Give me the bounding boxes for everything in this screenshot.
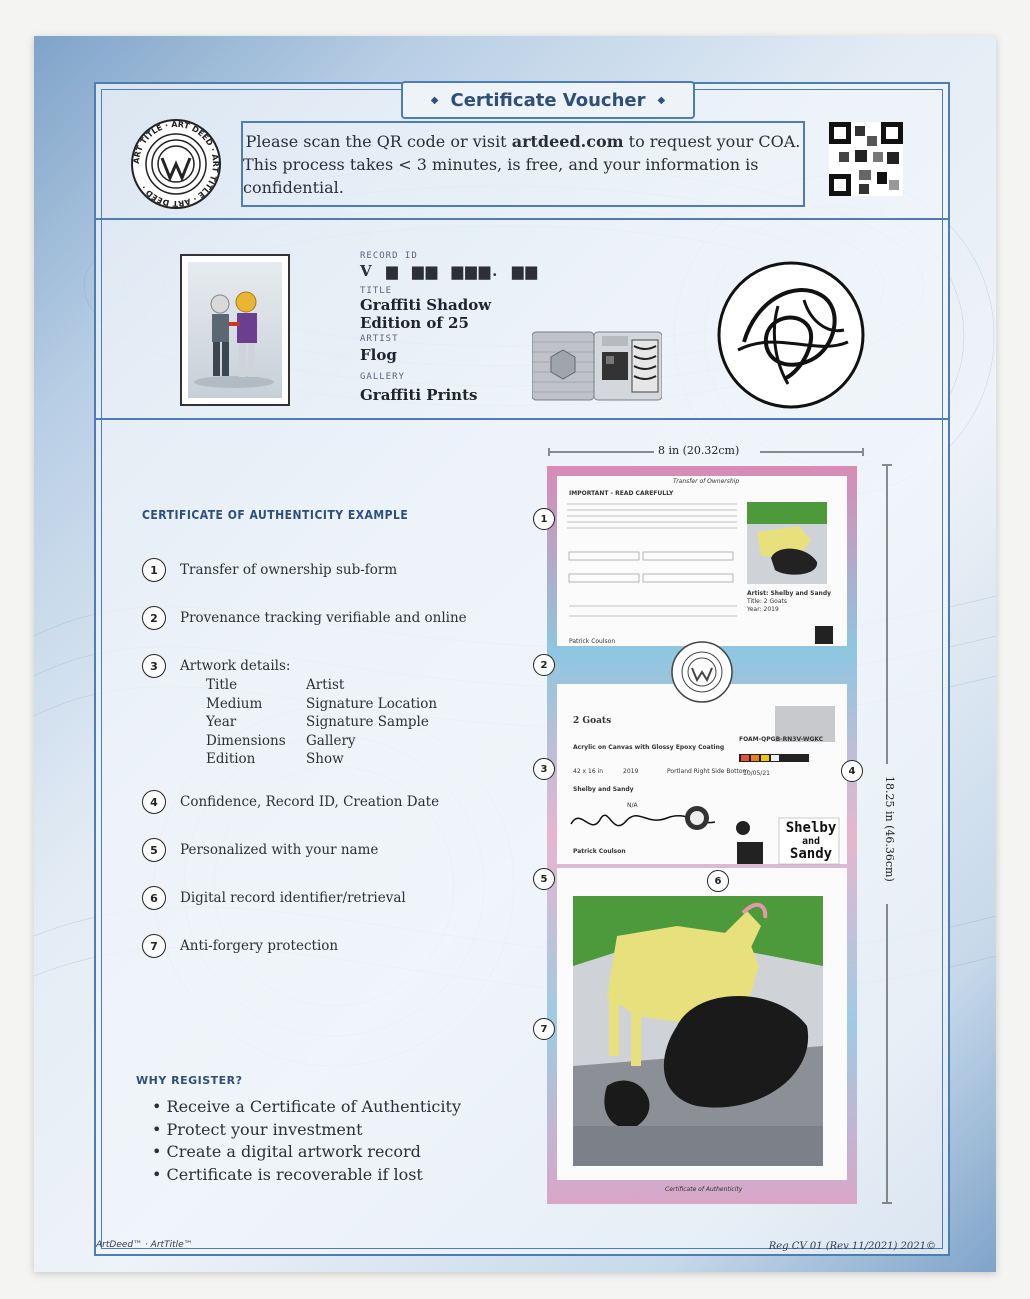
callout-marker: 3 — [533, 758, 555, 780]
callout-marker: 6 — [707, 870, 729, 892]
callout-marker: 5 — [533, 868, 555, 890]
coa-item-6 — [142, 886, 406, 910]
width-dimension-line — [548, 448, 864, 456]
diamond-icon: ◆ — [657, 94, 666, 106]
hologram-sticker-icon — [532, 330, 662, 402]
handwritten-name — [783, 822, 839, 861]
instructions-line2: This process takes < 3 minutes, is free, and your information is confidential. — [243, 154, 759, 197]
title-label: TITLE — [360, 286, 393, 296]
width-dimension-label: 8 in (20.32cm) — [658, 444, 740, 457]
sample-signature-location: Portland Right Side Bottom — [667, 768, 749, 775]
detail-gallery: Gallery — [306, 732, 356, 749]
callout-marker: 4 — [841, 760, 863, 782]
step-number: 4 — [142, 790, 166, 814]
detail-title: Title — [206, 677, 238, 693]
transfer-form-title: Transfer of Ownership — [673, 478, 740, 485]
sample-medium: Acrylic on Canvas with Glossy Epoxy Coating — [573, 744, 725, 751]
detail-dimensions: Dimensions — [206, 732, 286, 749]
sample-artwork-title: 2 Goats — [573, 716, 612, 726]
artist-value: Flog — [360, 346, 397, 364]
callout-marker: 7 — [533, 1018, 555, 1040]
callout-marker: 2 — [533, 654, 555, 676]
certificate-voucher-sheet — [34, 36, 996, 1272]
footer-brand: ArtDeed™ · ArtTitle™ — [96, 1240, 193, 1250]
banner-title: Certificate Voucher — [450, 89, 646, 111]
important-notice: IMPORTANT - READ CAREFULLY — [569, 490, 674, 497]
sample-size: 42 x 16 in — [573, 768, 604, 775]
art-title-seal-icon — [130, 118, 222, 210]
step-number: 2 — [142, 606, 166, 630]
graffiti-kids-illustration — [188, 262, 282, 398]
sample-owner-name: Patrick Coulson — [573, 848, 626, 855]
footer-revision: Reg CV 01 (Rev 11/2021) 2021© — [768, 1241, 936, 1252]
instructions-text: Please scan the QR code or visit — [245, 131, 512, 151]
instructions-text: to request your COA. — [623, 131, 801, 151]
detail-signature-sample: Signature Sample — [306, 714, 429, 730]
coa-item-text: Digital record identifier/retrieval — [180, 890, 406, 906]
height-dimension-label: 18.25 in (46.36cm) — [883, 776, 896, 882]
website-link[interactable]: artdeed.com — [511, 131, 624, 151]
sample-date: 10/05/21 — [743, 770, 770, 777]
record-details — [360, 251, 539, 404]
sample-title-line: Title: 2 Goats — [747, 598, 787, 605]
handwritten-name-line: Shelby — [785, 820, 837, 836]
step-number: 5 — [142, 838, 166, 862]
coa-item-5 — [142, 838, 378, 862]
instructions-box — [241, 121, 805, 207]
record-id-label: RECORD ID — [360, 251, 418, 261]
gallery-value: Graffiti Prints — [360, 386, 478, 404]
callout-marker: 1 — [533, 508, 555, 530]
list-item: • Certificate is recoverable if lost — [152, 1164, 461, 1187]
step-number: 3 — [142, 654, 166, 678]
artwork-details-list — [206, 676, 456, 769]
coa-item-4 — [142, 790, 439, 814]
diamond-icon: ◆ — [430, 94, 439, 106]
sample-artist-line: Artist: Shelby and Sandy — [747, 590, 832, 597]
detail-artist: Artist — [306, 677, 345, 693]
detail-year: Year — [206, 714, 237, 730]
coa-item-text: Transfer of ownership sub-form — [180, 562, 398, 578]
detail-show: Show — [306, 751, 344, 767]
section-divider — [96, 418, 948, 420]
coa-item-2 — [142, 606, 467, 630]
handwritten-name-line: Sandy — [789, 846, 833, 862]
step-number: 1 — [142, 558, 166, 582]
coa-item-3 — [142, 654, 290, 678]
coa-item-7 — [142, 934, 338, 958]
artist-label: ARTIST — [360, 334, 399, 344]
qr-code-icon[interactable] — [829, 122, 903, 196]
coa-item-1 — [142, 558, 397, 582]
sample-year: 2019 — [623, 768, 639, 775]
list-item: • Create a digital artwork record — [152, 1141, 461, 1164]
sample-year-line: Year: 2019 — [747, 606, 779, 613]
instructions-line1 — [246, 130, 801, 153]
coa-item-text: Provenance tracking verifiable and online — [180, 610, 467, 626]
title-value-line1: Graffiti Shadow — [360, 296, 492, 314]
coa-item-text: Confidence, Record ID, Creation Date — [180, 794, 440, 810]
section-divider — [96, 218, 948, 220]
record-id-value: V ▆ ▆▆ ▆▆▆. ▆▆ — [360, 262, 539, 280]
sample-record-code: FOAM-QPGB-RN3V-WGKC — [739, 736, 824, 743]
detail-signature-location: Signature Location — [306, 695, 438, 712]
coa-item-text: Personalized with your name — [180, 842, 379, 858]
step-number: 7 — [142, 934, 166, 958]
handwritten-name-line: and — [801, 836, 821, 847]
coa-item-text: Anti-forgery protection — [180, 938, 339, 954]
artist-signature-icon — [716, 260, 866, 410]
artwork-thumbnail — [180, 254, 290, 406]
why-register-heading: WHY REGISTER? — [136, 1074, 243, 1087]
step-number: 6 — [142, 886, 166, 910]
coa-item-text: Artwork details: — [180, 658, 291, 674]
gallery-label: GALLERY — [360, 372, 405, 382]
list-item: • Receive a Certificate of Authenticity — [152, 1096, 461, 1119]
sample-edition: N/A — [627, 802, 638, 809]
voucher-banner — [401, 81, 695, 119]
coa-example-heading: CERTIFICATE OF AUTHENTICITY EXAMPLE — [142, 508, 409, 522]
detail-edition: Edition — [206, 751, 256, 767]
seal-ring-text: ART TITLE · ART DEED · ART TITLE · ART DEED · — [131, 119, 221, 209]
sample-owner-name: Patrick Coulson — [569, 638, 616, 645]
sample-artist: Shelby and Sandy — [573, 786, 634, 793]
why-register-list — [152, 1096, 461, 1186]
detail-medium: Medium — [206, 695, 263, 712]
certificate-footer-label: Certificate of Authenticity — [665, 1186, 743, 1193]
list-item: • Protect your investment — [152, 1119, 461, 1142]
title-value-line2: Edition of 25 — [360, 314, 469, 332]
artwork-image — [188, 262, 282, 398]
sample-certificate — [540, 466, 857, 1204]
